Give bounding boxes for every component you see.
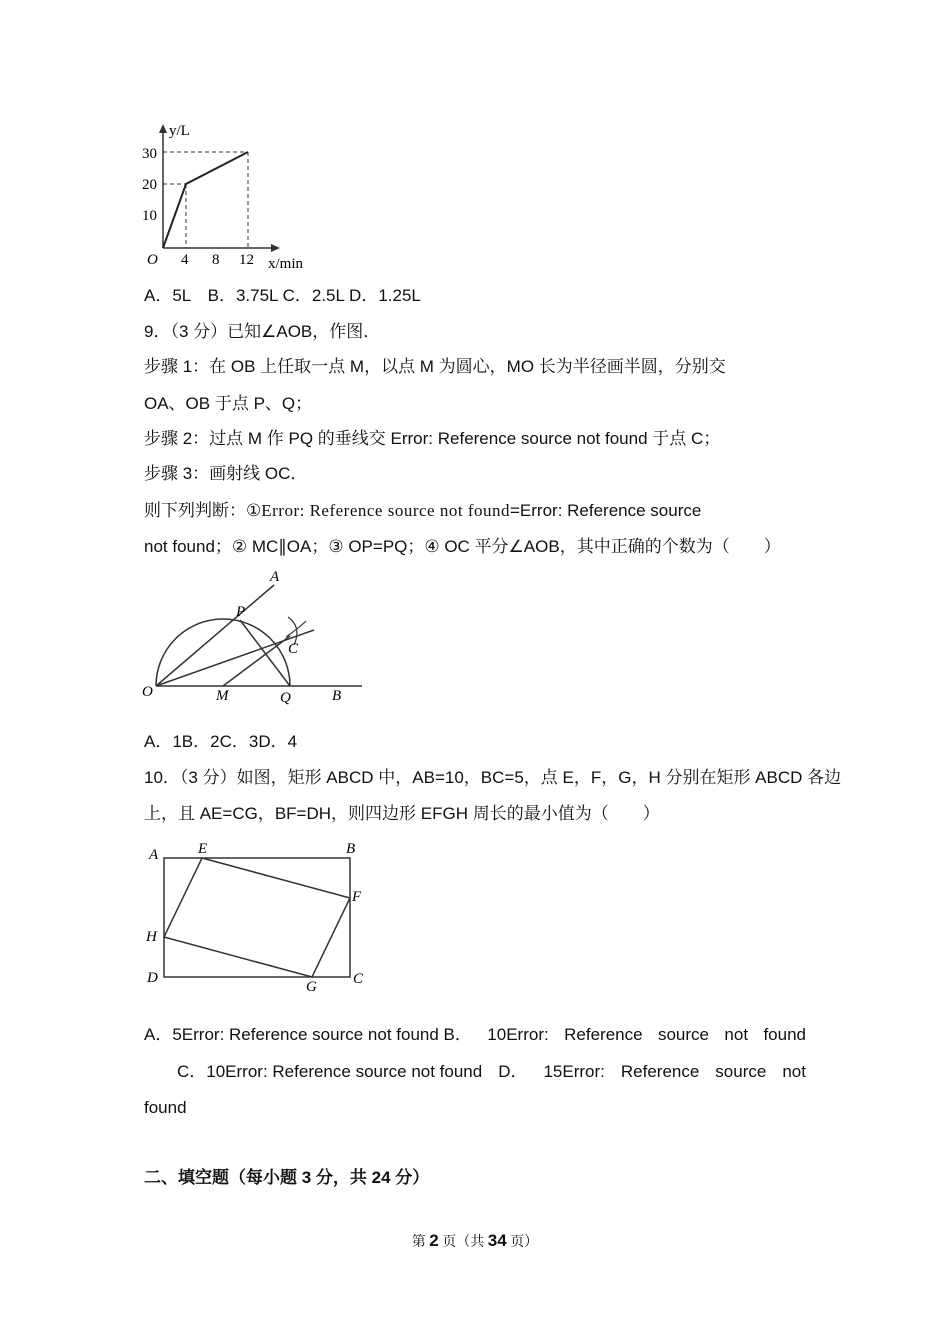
origin-label: O [147,252,158,268]
q10-line2: 上，且 AE=CG，BF=DH，则四边形 EFGH 周长的最小值为（ ） [144,804,660,823]
label-q: Q [280,690,291,706]
q9-step2: 步骤 2：过点 M 作 PQ 的垂线交 Error: Reference source not found 于点 C； [144,429,721,448]
ray-oa [156,585,274,686]
q9-step1-b: OA、OB 于点 P、Q； [144,394,313,413]
q10-opt-row1-c: Reference [564,1025,643,1044]
footer-post: 页） [510,1235,539,1250]
x-tick-12: 12 [239,252,254,268]
label-d: D [147,970,158,986]
y-tick-30: 30 [142,146,157,162]
label-e: E [198,841,208,857]
q10-line1: 10．（3 分）如图，矩形 ABCD 中，AB=10，BC=5，点 E，F，G，H 分别在矩形 ABCD 各边 [144,768,842,787]
q9-step1-a: 步骤 1：在 OB 上任取一点 M，以点 M 为圆心，MO 长为半径画半圆，分别交 [144,357,726,376]
q9-angle-figure [140,565,370,705]
q10-opt-row2-c: 15Error: [543,1062,605,1081]
label-f: F [352,889,362,905]
q9-step3: 步骤 3：画射线 OC． [144,464,308,483]
x-axis-arrow [271,244,280,252]
q10-options-row1 [144,1025,806,1045]
y-axis-arrow [159,124,167,133]
y-tick-20: 20 [142,177,157,193]
q10-opt-row2-b: D． [498,1062,528,1081]
q10-opt-row2-d: Reference [620,1062,700,1081]
q9-judge-line1 [144,501,701,521]
x-tick-8: 8 [212,252,220,268]
label-c: C [288,641,299,657]
section2-heading: 二、填空题（每小题 3 分，共 24 分） [144,1168,430,1187]
label-m: M [216,688,229,704]
q9-stem: 9．（3 分）已知∠AOB，作图． [144,322,381,341]
footer-total: 34 [487,1231,507,1250]
label-a: A [149,847,159,863]
q8-options: A．5L B．3.75L C．2.5L D．1.25L [144,286,421,305]
q9-judge-prefix: 则下列判断：① [144,501,262,520]
q10-options-row2 [144,1062,806,1082]
y-label: y/L [169,123,190,139]
x-tick-4: 4 [181,252,189,268]
q10-opt-row2-a: C．10Error: Reference source not found [177,1062,483,1081]
quad-efgh [164,858,350,977]
label-c: C [353,971,364,987]
q10-opt-row2-e: source [715,1062,767,1081]
q10-opt-row1-b: 10Error: [487,1025,549,1044]
volume-time-graph [138,120,328,270]
footer-mid: 页（共 [442,1235,485,1250]
page-footer [0,1231,950,1251]
segment-mc [223,636,290,686]
rect-abcd [164,858,350,977]
label-a: A [270,569,280,585]
q10-rectangle-figure [140,838,370,995]
label-h: H [146,929,157,945]
footer-page: 2 [429,1231,439,1250]
q9-options: A．1B．2C．3D．4 [144,732,298,751]
x-label: x/min [268,256,304,272]
q9-judge-line2: not found；② MC∥OA；③ OP=PQ；④ OC 平分∠AOB，其中正确的个数为（ ） [144,537,781,556]
label-b: B [332,688,342,704]
label-o: O [142,684,153,700]
volume-line [163,152,248,248]
label-p: P [236,604,246,620]
q10-options-row3: found [144,1098,187,1117]
label-g: G [306,979,317,995]
q9-judge-suffix: =Error: Reference source [509,501,702,520]
y-tick-10: 10 [142,208,157,224]
q9-judge-mono: Error: Reference source not found [261,501,510,520]
q10-opt-row1-f: found [763,1025,806,1044]
q10-opt-row1-d: source [657,1025,709,1044]
q10-opt-row1-a: A．5Error: Reference source not found B． [144,1025,472,1044]
label-b: B [346,841,356,857]
footer-pre: 第 [411,1235,426,1250]
q10-opt-row2-f: not [782,1062,806,1081]
q10-opt-row1-e: not [724,1025,749,1044]
